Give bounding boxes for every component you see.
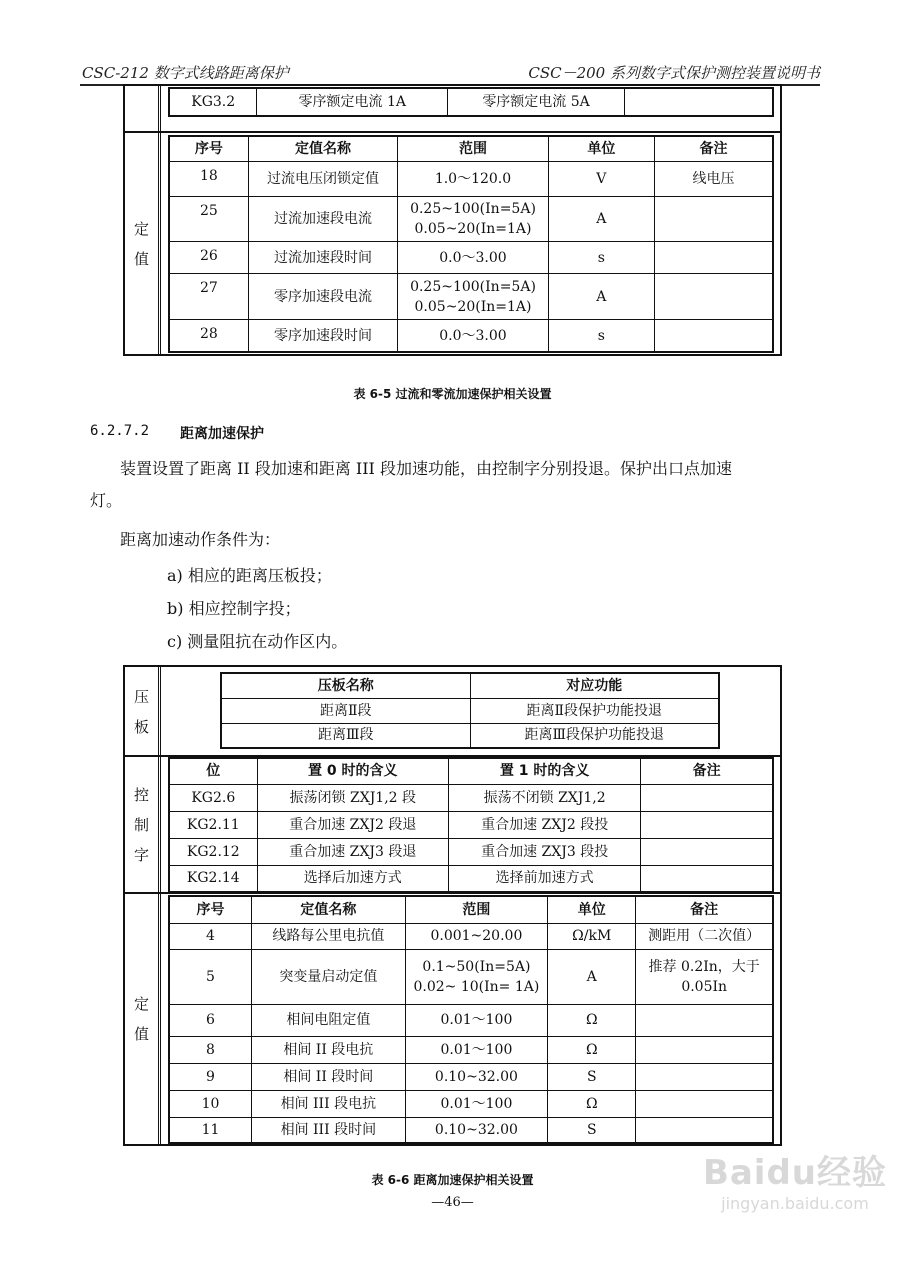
section-label-char: 字 <box>133 846 149 864</box>
table-cell <box>636 1004 773 1036</box>
column-header: 置 0 时的含义 <box>257 758 448 784</box>
column-header: 位 <box>169 758 257 784</box>
table-cell <box>641 865 773 892</box>
table-row <box>169 1063 773 1090</box>
table-cell: 零序加速段电流 <box>248 274 397 320</box>
table-cell: A <box>548 196 654 241</box>
section-number: 6.2.7.2 <box>90 423 150 439</box>
table-cell: 5 <box>169 949 251 1004</box>
table-cell: Ω/kM <box>548 923 636 949</box>
table-cell: 距离Ⅲ段 <box>221 723 470 748</box>
table-cell: 距离Ⅱ段 <box>221 698 470 723</box>
table-cell: 选择后加速方式 <box>257 865 448 892</box>
table-row <box>169 865 773 892</box>
table-caption: 表 6-5 过流和零流加速保护相关设置 <box>353 387 552 401</box>
table-cell: 测距用（二次值） <box>636 923 773 949</box>
table-cell: 重合加速 ZXJ2 段投 <box>448 811 640 838</box>
column-header: 定值名称 <box>251 896 405 923</box>
section-label-char: 定 <box>133 995 149 1013</box>
column-header: 定值名称 <box>248 136 397 161</box>
table-cell: 11 <box>169 1117 251 1143</box>
paragraph: 装置设置了距离 II 段加速和距离 III 段加速功能，由控制字分别投退。保护出口点加速 <box>120 459 732 478</box>
settings-table <box>168 135 774 353</box>
section-label-char: 控 <box>133 786 149 804</box>
table-cell: 28 <box>169 320 248 352</box>
table-cell: 25 <box>169 196 248 241</box>
table-row <box>169 949 773 1004</box>
table-cell: S <box>548 1117 636 1143</box>
column-header: 备注 <box>641 758 773 784</box>
table-cell: S <box>548 1063 636 1090</box>
column-header: 备注 <box>636 896 773 923</box>
header-right: CSC－200 系列数字式保护测控装置说明书 <box>528 64 820 82</box>
table-cell: 0.25~100(In=5A) 0.05~20(In=1A) <box>398 196 549 241</box>
table-cell: 0.25~100(In=5A) 0.05~20(In=1A) <box>398 274 549 320</box>
section-label-char: 制 <box>133 816 149 834</box>
list-item: c) 测量阻抗在动作区内。 <box>167 632 348 651</box>
table-cell <box>641 784 773 811</box>
table-cell: 4 <box>169 923 251 949</box>
table-header-row <box>169 136 773 161</box>
section-label-char: 值 <box>133 249 149 268</box>
table-cell: 零序加速段时间 <box>248 320 397 352</box>
table-cell: 0.1~50(In=5A) 0.02~ 10(In= 1A) <box>405 949 547 1004</box>
table-header-row <box>221 673 719 698</box>
table-cell: 18 <box>169 161 248 196</box>
table-cell <box>654 274 773 320</box>
table-row <box>169 923 773 949</box>
table-cell: 相间 III 段电抗 <box>251 1090 405 1117</box>
table-cell: KG2.11 <box>169 811 257 838</box>
column-header: 对应功能 <box>470 673 719 698</box>
paragraph-continued: 灯。 <box>90 491 123 510</box>
table-cell: 振荡闭锁 ZXJ1,2 段 <box>257 784 448 811</box>
table-cell: 突变量启动定值 <box>251 949 405 1004</box>
table-cell: 推荐 0.2In，大于 0.05In <box>636 949 773 1004</box>
table-cell: 0.0～3.00 <box>398 320 549 352</box>
kg-table <box>168 87 774 117</box>
table-row <box>169 241 773 273</box>
table-cell <box>641 838 773 865</box>
table-cell: 距离Ⅲ段保护功能投退 <box>470 723 719 748</box>
table-cell: 8 <box>169 1036 251 1063</box>
table-cell <box>641 811 773 838</box>
table-cell: s <box>548 241 654 273</box>
table-cell: 重合加速 ZXJ3 段退 <box>257 838 448 865</box>
table-cell: 过流加速段时间 <box>248 241 397 273</box>
table-row <box>169 1004 773 1036</box>
settings-table <box>168 895 774 1144</box>
table-cell: 0.01～100 <box>405 1004 547 1036</box>
table-cell: 10 <box>169 1090 251 1117</box>
table-6-6 <box>123 665 782 1146</box>
table-cell: 振荡不闭锁 ZXJ1,2 <box>448 784 640 811</box>
table-cell <box>654 241 773 273</box>
table-cell: 0.0～3.00 <box>398 241 549 273</box>
table-cell: 过流电压闭锁定值 <box>248 161 397 196</box>
table-cell: 重合加速 ZXJ3 段投 <box>448 838 640 865</box>
table-row <box>169 1090 773 1117</box>
column-header: 单位 <box>548 896 636 923</box>
table-cell: KG3.2 <box>169 88 257 116</box>
section-title: 距离加速保护 <box>180 426 264 442</box>
table-cell: A <box>548 274 654 320</box>
list-item: a) 相应的距离压板投； <box>167 566 332 585</box>
table-cell: 0.01～100 <box>405 1036 547 1063</box>
table-row <box>221 723 719 748</box>
section-label-control <box>125 757 161 893</box>
table-header-row <box>169 758 773 784</box>
section-label-char: 值 <box>133 1025 149 1043</box>
table-cell: A <box>548 949 636 1004</box>
table-cell <box>654 196 773 241</box>
table-cell: 26 <box>169 241 248 273</box>
table-row <box>169 1117 773 1143</box>
table-row <box>169 811 773 838</box>
table-cell: 距离Ⅱ段保护功能投退 <box>470 698 719 723</box>
table-cell <box>636 1036 773 1063</box>
section-label-settings <box>125 133 161 354</box>
column-header: 备注 <box>654 136 773 161</box>
table-row <box>221 698 719 723</box>
table-cell: 0.01～100 <box>405 1090 547 1117</box>
table-cell: 零序额定电流 1A <box>257 88 448 116</box>
column-header: 压板名称 <box>221 673 470 698</box>
table-cell <box>654 320 773 352</box>
table-cell: 选择前加速方式 <box>448 865 640 892</box>
table-cell: 过流加速段电流 <box>248 196 397 241</box>
table-cell: 27 <box>169 274 248 320</box>
watermark-brand: Baidu经验 <box>702 1153 887 1193</box>
table-cell: 相间 III 段时间 <box>251 1117 405 1143</box>
table-row <box>169 838 773 865</box>
table-cell: Ω <box>548 1090 636 1117</box>
table-cell: 0.10~32.00 <box>405 1117 547 1143</box>
table-cell: s <box>548 320 654 352</box>
column-header: 序号 <box>169 896 251 923</box>
page-number: —46— <box>431 1195 474 1210</box>
table-cell: KG2.6 <box>169 784 257 811</box>
column-header: 单位 <box>548 136 654 161</box>
watermark-url: jingyan.baidu.com <box>721 1194 869 1213</box>
column-header: 范围 <box>398 136 549 161</box>
table-cell: 1.0～120.0 <box>398 161 549 196</box>
list-item: b) 相应控制字投； <box>167 599 301 618</box>
plate-table <box>220 672 720 749</box>
table-cell: 相间 II 段时间 <box>251 1063 405 1090</box>
table-cell: 线电压 <box>654 161 773 196</box>
table-cell: 6 <box>169 1004 251 1036</box>
table-cell: Ω <box>548 1004 636 1036</box>
section-label-plate <box>125 667 161 756</box>
table-cell: KG2.14 <box>169 865 257 892</box>
table-cell: 相间电阻定值 <box>251 1004 405 1036</box>
column-header: 序号 <box>169 136 248 161</box>
section-label-char: 压 <box>133 687 149 706</box>
table-cell <box>624 88 773 116</box>
control-word-table <box>168 757 774 893</box>
table-row <box>169 320 773 352</box>
table-caption: 表 6-6 距离加速保护相关设置 <box>371 1173 534 1187</box>
column-header: 范围 <box>405 896 547 923</box>
table-row <box>169 161 773 196</box>
table-cell: 0.10~32.00 <box>405 1063 547 1090</box>
table-cell: V <box>548 161 654 196</box>
header-left: CSC-212 数字式线路距离保护 <box>82 64 289 82</box>
table-cell <box>636 1090 773 1117</box>
table-cell: 重合加速 ZXJ2 段退 <box>257 811 448 838</box>
table-cell <box>636 1063 773 1090</box>
section-label-char: 定 <box>133 219 149 238</box>
table-row <box>169 274 773 320</box>
table-cell: 9 <box>169 1063 251 1090</box>
table-cell: 0.001~20.00 <box>405 923 547 949</box>
section-label-char: 板 <box>133 717 149 736</box>
table-row <box>169 88 773 116</box>
table-row <box>169 1036 773 1063</box>
table-cell: KG2.12 <box>169 838 257 865</box>
section-label-settings <box>125 894 161 1144</box>
table-cell: 相间 II 段电抗 <box>251 1036 405 1063</box>
table-cell: 零序额定电流 5A <box>448 88 625 116</box>
paragraph: 距离加速动作条件为： <box>120 530 281 549</box>
table-cell: 线路每公里电抗值 <box>251 923 405 949</box>
table-6-5 <box>123 84 782 356</box>
table-cell: Ω <box>548 1036 636 1063</box>
table-header-row <box>169 896 773 923</box>
column-header: 置 1 时的含义 <box>448 758 640 784</box>
table-row <box>169 784 773 811</box>
table-row <box>169 196 773 241</box>
table-cell <box>636 1117 773 1143</box>
baidu-watermark <box>703 1145 887 1213</box>
